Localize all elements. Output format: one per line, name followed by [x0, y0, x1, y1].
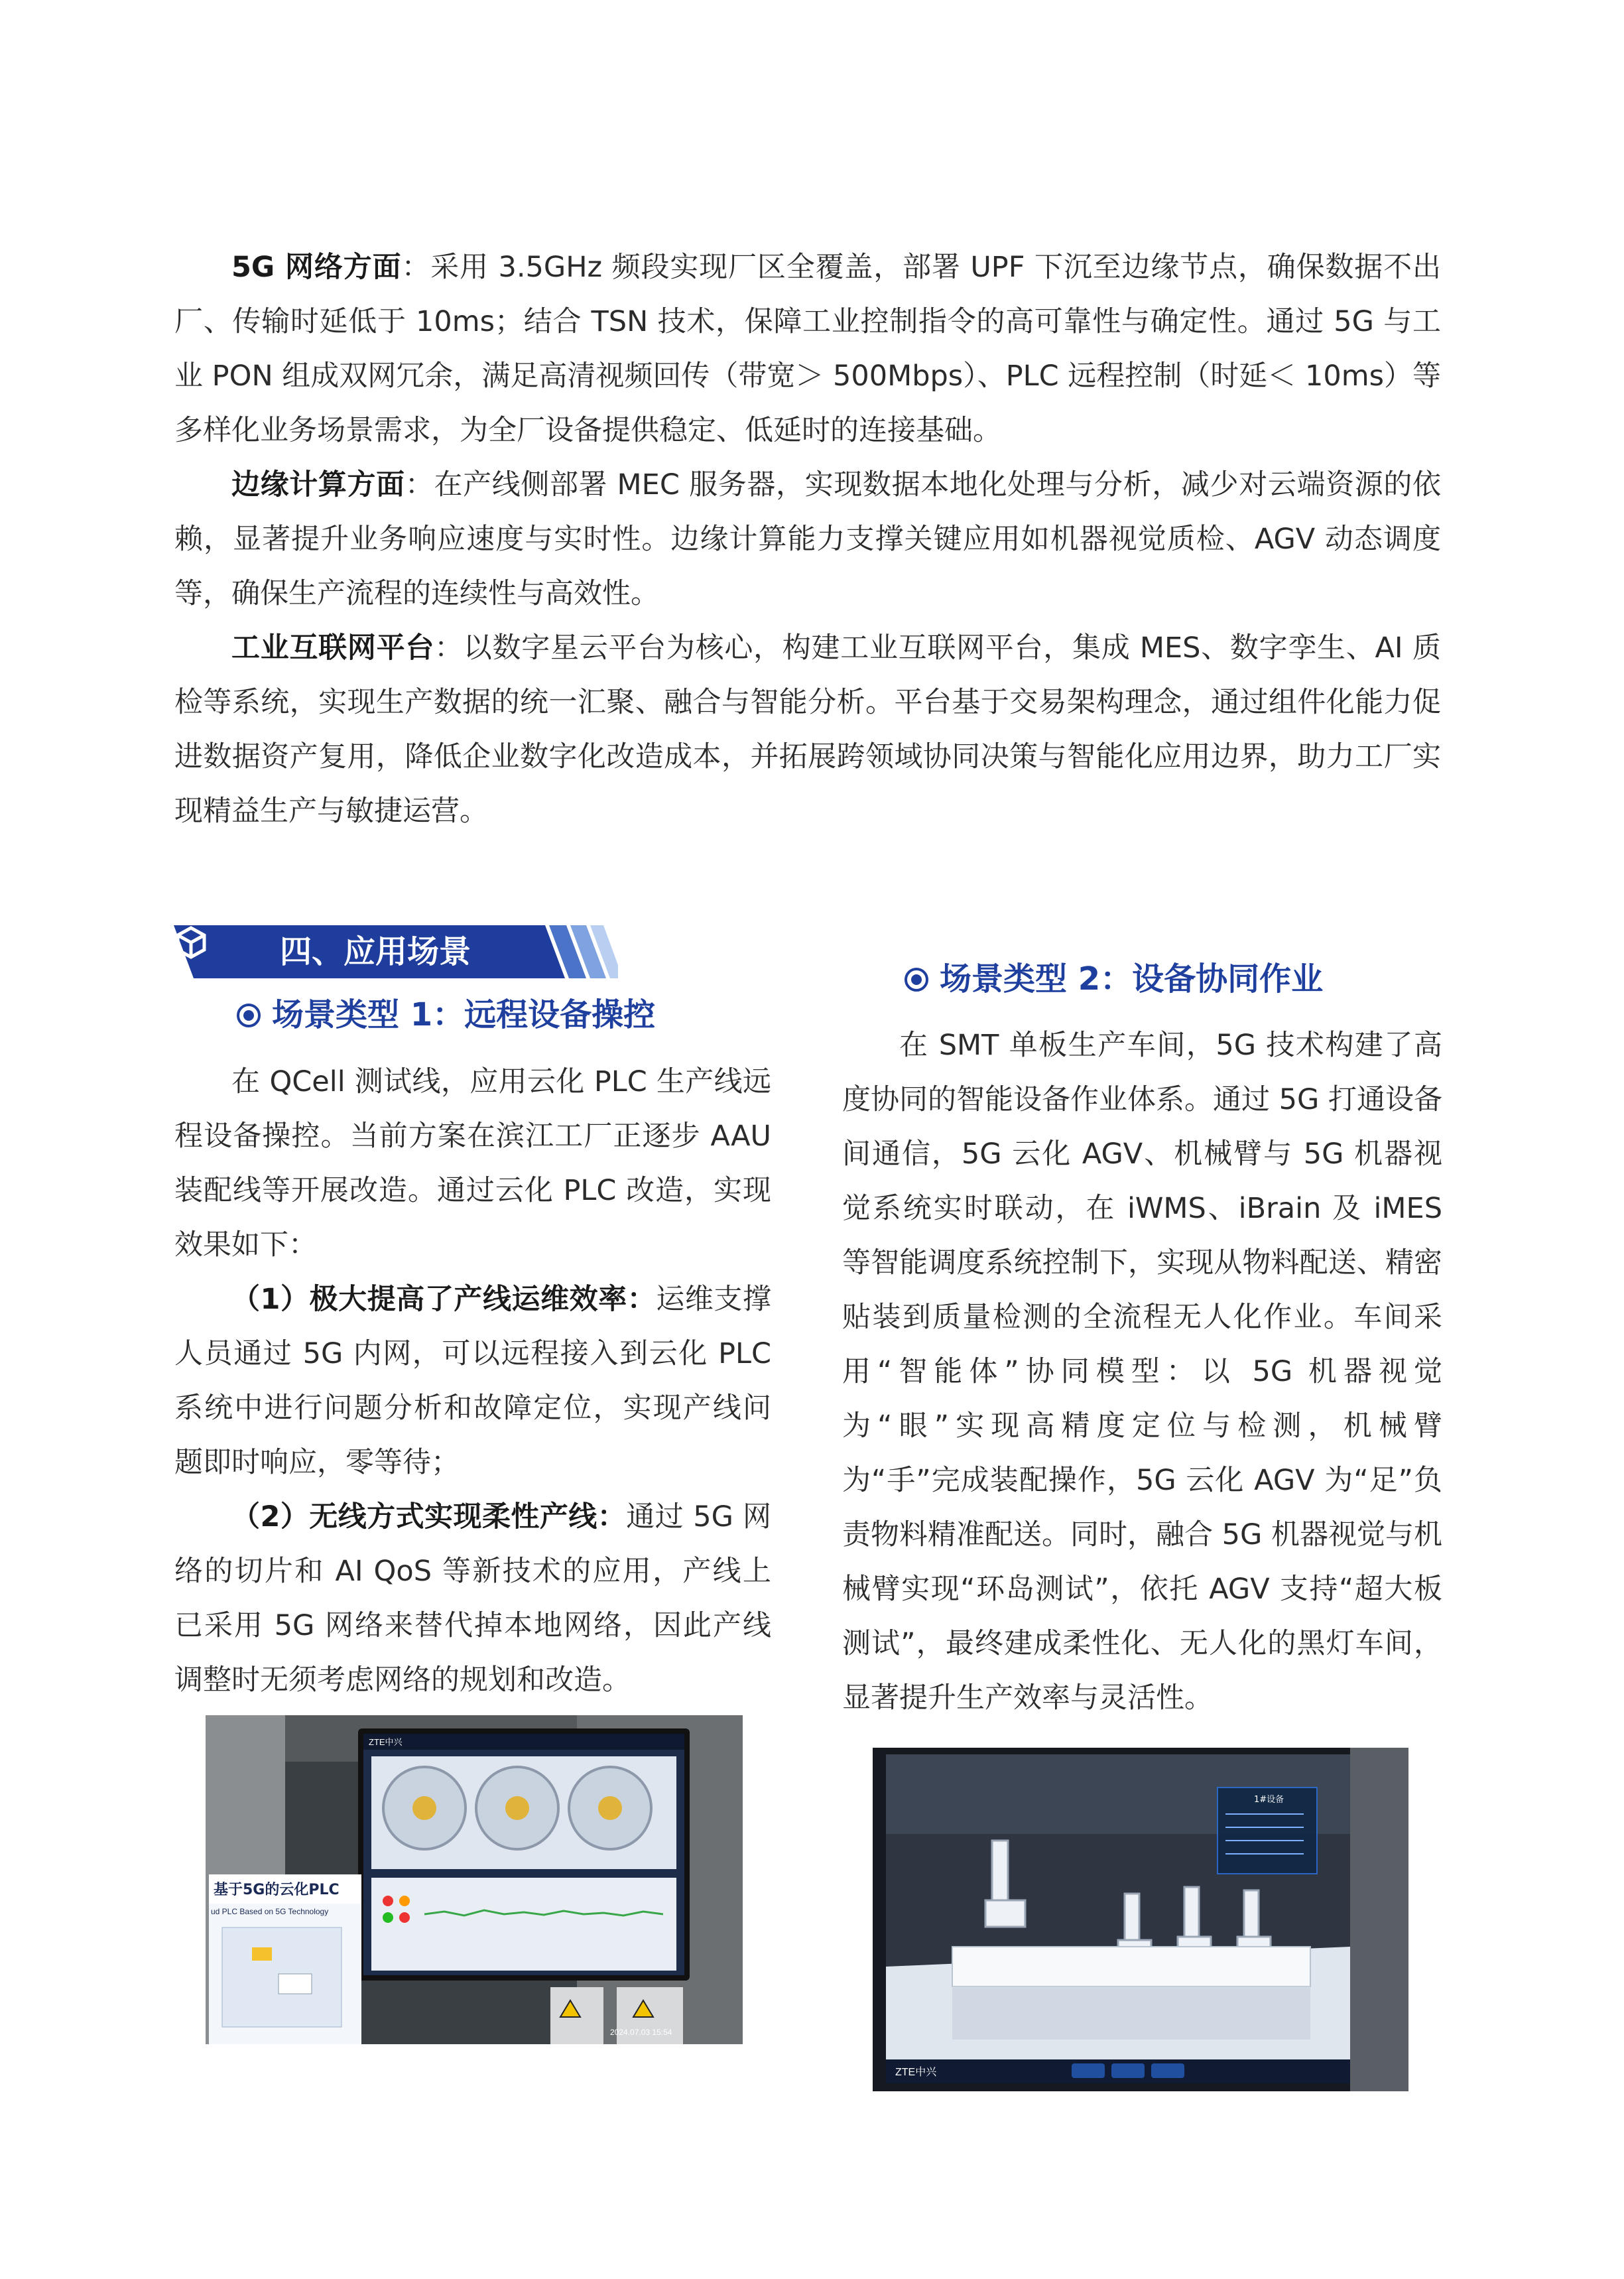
target-bullet-icon: [236, 1003, 261, 1028]
item-heading: （1）极大提高了产线运维效率：: [231, 1283, 656, 1316]
panel-title: 1#设备: [1254, 1795, 1284, 1805]
screen-brand: ZTE中兴: [895, 2067, 937, 2078]
sign-title: 基于5G的云化PLC: [214, 1882, 340, 1898]
photo-cloud-plc-scene: [206, 1715, 743, 2044]
scene1-item2: [174, 1490, 771, 1707]
photo-digital-twin-workshop: [873, 1748, 1408, 2091]
scene1-body: [174, 1055, 771, 1707]
paragraph-5g-network: [174, 240, 1441, 458]
paragraph-heading: 边缘计算方面: [231, 468, 405, 501]
scene1-item1: [174, 1272, 771, 1490]
cube-icon: [174, 925, 208, 960]
item-body: 通过 5G 网络的切片和 AI QoS 等新技术的应用，产线上已采用 5G 网络来替代掉本地网络，因此产线调整时无须考虑网络的规划和改造。: [174, 1500, 772, 1697]
sign-subtitle: ud PLC Based on 5G Technology: [211, 1907, 329, 1916]
paragraph-body: ：以数字星云平台为核心，构建工业互联网平台，集成 MES、数字孪生、AI 质检等系统，实现生产数据的统一汇聚、融合与智能分析。平台基于交易架构理念，通过组件化能力促进数据资产复用，降低企业数字化改造成本，并拓展跨领域协同决策与智能化应用边界，助力工厂实现精益生产与敏捷运营。: [174, 631, 1442, 828]
paragraph-heading: 工业互联网平台: [231, 631, 435, 665]
scene1-title: 场景类型 1：远程设备操控: [272, 996, 656, 1033]
scene1-intro: 在 QCell 测试线，应用云化 PLC 生产线远程设备操控。当前方案在滨江工厂正逐步 AAU 装配线等开展改造。通过云化 PLC 改造，实现效果如下：: [174, 1065, 771, 1262]
item-body: 运维支撑人员通过 5G 内网，可以远程接入到云化 PLC 系统中进行问题分析和故障定位，实现产线问题即时响应，零等待；: [174, 1283, 772, 1479]
paragraph-heading: 5G 网络方面: [231, 251, 402, 284]
scene2-title: 场景类型 2：设备协同作业: [940, 960, 1324, 998]
screen-brand: ZTE中兴: [369, 1737, 403, 1747]
photo-cloud-plc-line: [206, 1715, 743, 2044]
scene2-body: 在 SMT 单板生产车间，5G 技术构建了高度协同的智能设备作业体系。通过 5G 打通设备间通信，5G 云化 AGV、机械臂与 5G 机器视觉系统实时联动，在 iWMS、iBrain 及 iMES 等智能调度系统控制下，实现从物料配送、精密贴装到质量检测的全流程无人化作业。车间采用“智能体”协同模型：以 5G 机器视觉为“眼”实现高精度定位与检测，机械臂为“手”完成装配操作，5G 云化 AGV 为“足”负责物料精准配送。同时，融合 5G 机器视觉与机械臂实现“环岛测试”，依托 AGV 支持“超大板测试”，最终建成柔性化、无人化的黑灯车间，显著提升生产效率与灵活性。: [842, 1029, 1443, 1715]
paragraph-body: ：采用 3.5GHz 频段实现厂区全覆盖，部署 UPF 下沉至边缘节点，确保数据不出厂、传输时延低于 10ms；结合 TSN 技术，保障工业控制指令的高可靠性与确定性。通过 5G 与工业 PON 组成双网冗余，满足高清视频回传（带宽＞ 500Mbps）、PLC 远程控制（时延＜ 10ms）等多样化业务场景需求，为全厂设备提供稳定、低延时的连接基础。: [174, 251, 1442, 447]
scene1-heading: [236, 994, 655, 1036]
photo-timestamp: 2024.07.03 15:54: [610, 2028, 672, 2037]
photo-digital-twin-scene: [873, 1748, 1408, 2091]
section-banner: [174, 925, 618, 978]
target-bullet-icon: [904, 967, 929, 992]
paragraph-body: ：在产线侧部署 MEC 服务器，实现数据本地化处理与分析，减少对云端资源的依赖，显著提升业务响应速度与实时性。边缘计算能力支撑关键应用如机器视觉质检、AGV 动态调度等，确保生产流程的连续性与高效性。: [174, 468, 1441, 610]
paragraph-iiot-platform: [174, 621, 1441, 838]
scene2-heading: [904, 958, 1323, 1000]
section-title: 四、应用场景: [280, 933, 471, 970]
paragraph-edge-computing: [174, 458, 1441, 621]
item-heading: （2）无线方式实现柔性产线：: [231, 1500, 627, 1533]
top-section: [174, 240, 1441, 838]
